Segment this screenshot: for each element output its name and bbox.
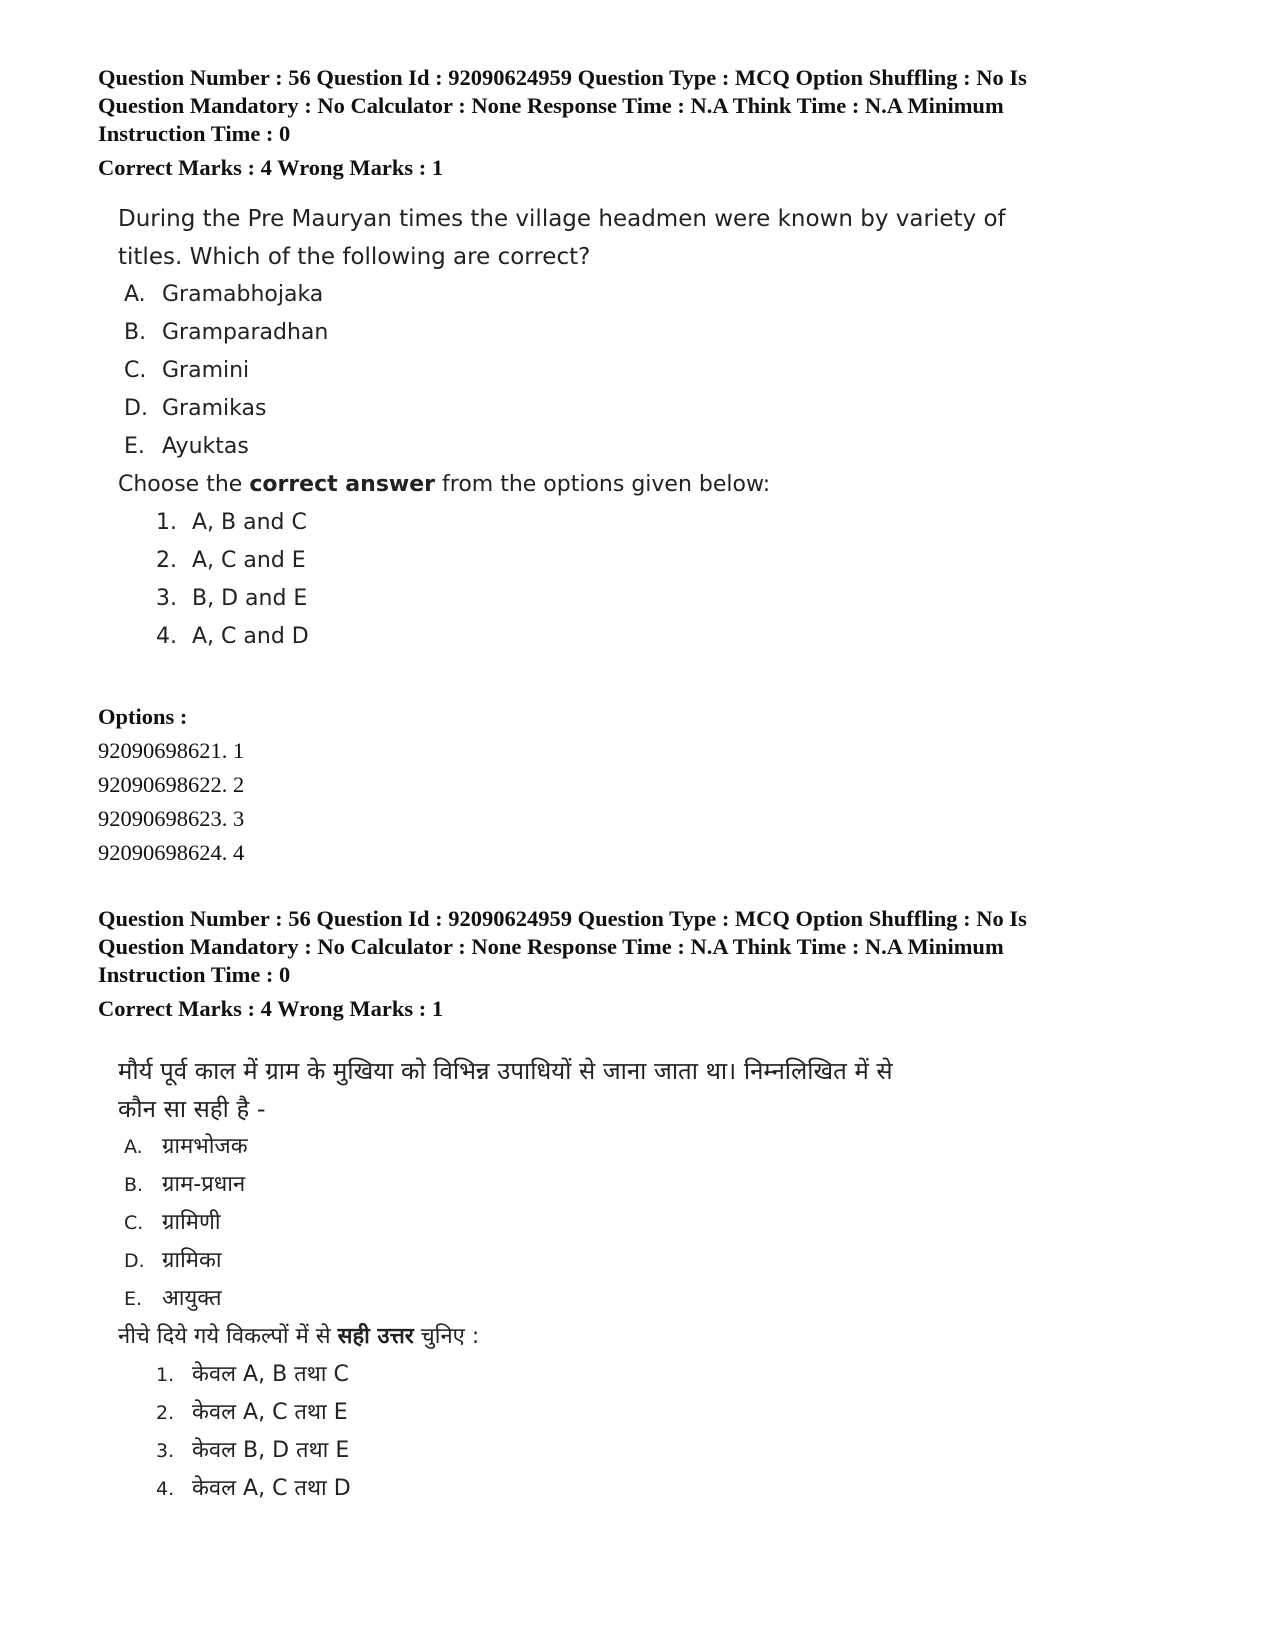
choose-bold: correct answer bbox=[249, 472, 436, 497]
q2-answer-4 bbox=[118, 1470, 893, 1508]
q1-statement-a bbox=[118, 276, 1006, 314]
statement-text: ग्रामिका bbox=[162, 1248, 222, 1273]
q2-marks: Correct Marks : 4 Wrong Marks : 1 bbox=[98, 996, 444, 1021]
choose-prefix: नीचे दिये गये विकल्पों में से bbox=[118, 1324, 338, 1349]
options-heading: Options : bbox=[98, 704, 188, 729]
q2-answer-2 bbox=[118, 1394, 893, 1432]
q1-meta-line1: Question Number : 56 Question Id : 92090624959 Question Type : MCQ Option Shuffling : No Is bbox=[98, 65, 1027, 90]
q1-answer-3 bbox=[118, 580, 1006, 618]
answer-text: केवल A, B तथा C bbox=[192, 1362, 349, 1387]
q2-statement-a bbox=[118, 1128, 893, 1166]
q2-stem-line1: मौर्य पूर्व काल में ग्राम के मुखिया को विभिन्न उपाधियों से जाना जाता था। निम्नलिखित में से bbox=[118, 1057, 893, 1085]
q1-stem-line1: During the Pre Mauryan times the village headmen were known by variety of bbox=[118, 206, 1006, 232]
answer-text: A, C and D bbox=[192, 624, 309, 649]
statement-text: Ayuktas bbox=[162, 434, 249, 459]
q2-stem-line2: कौन सा सही है - bbox=[118, 1095, 266, 1123]
q2-meta-line1: Question Number : 56 Question Id : 92090624959 Question Type : MCQ Option Shuffling : No Is bbox=[98, 906, 1027, 931]
q2-statement-e bbox=[118, 1280, 893, 1318]
answer-label: 2. bbox=[156, 548, 177, 573]
statement-label: A. bbox=[124, 1136, 143, 1158]
statement-text: Gramparadhan bbox=[162, 320, 329, 345]
choose-bold: सही उत्तर bbox=[337, 1324, 414, 1349]
q1-answer-2 bbox=[118, 542, 1006, 580]
option-item[interactable]: 92090698622. 2 bbox=[98, 772, 245, 797]
q1-statement-b bbox=[118, 314, 1006, 352]
q2-statement-c bbox=[118, 1204, 893, 1242]
statement-text: ग्राम-प्रधान bbox=[162, 1172, 246, 1197]
answer-text: केवल A, C तथा D bbox=[192, 1476, 351, 1501]
q2-header bbox=[98, 905, 1178, 1023]
option-item[interactable]: 92090698621. 1 bbox=[98, 738, 245, 763]
q1-meta-line3: Instruction Time : 0 bbox=[98, 121, 291, 146]
statement-text: ग्रामभोजक bbox=[162, 1134, 248, 1159]
q1-choose-instruction bbox=[118, 466, 1006, 504]
q1-meta-line2: Question Mandatory : No Calculator : None Response Time : N.A Think Time : N.A Minimum bbox=[98, 93, 1004, 118]
q1-marks: Correct Marks : 4 Wrong Marks : 1 bbox=[98, 155, 444, 180]
q1-options bbox=[98, 700, 244, 870]
choose-prefix: Choose the bbox=[118, 472, 250, 497]
statement-label: C. bbox=[124, 358, 147, 383]
statement-label: D. bbox=[124, 396, 148, 421]
answer-text: B, D and E bbox=[192, 586, 308, 611]
q2-answer-1 bbox=[118, 1356, 893, 1394]
answer-label: 3. bbox=[156, 1440, 175, 1462]
statement-label: B. bbox=[124, 1174, 144, 1196]
answer-label: 1. bbox=[156, 510, 177, 535]
q2-question-body bbox=[118, 1052, 893, 1508]
statement-label: A. bbox=[124, 282, 146, 307]
q1-header bbox=[98, 64, 1178, 182]
q2-statement-d bbox=[118, 1242, 893, 1280]
answer-label: 3. bbox=[156, 586, 177, 611]
answer-label: 4. bbox=[156, 624, 177, 649]
statement-label: D. bbox=[124, 1250, 145, 1272]
q1-statement-d bbox=[118, 390, 1006, 428]
statement-label: B. bbox=[124, 320, 147, 345]
q1-statement-e bbox=[118, 428, 1006, 466]
q2-choose-instruction bbox=[118, 1318, 893, 1356]
statement-label: E. bbox=[124, 1288, 143, 1310]
statement-text: आयुक्त bbox=[162, 1286, 222, 1311]
statement-text: Gramabhojaka bbox=[162, 282, 324, 307]
answer-label: 1. bbox=[156, 1364, 175, 1386]
option-item[interactable]: 92090698624. 4 bbox=[98, 840, 245, 865]
statement-text: Gramikas bbox=[162, 396, 267, 421]
answer-label: 2. bbox=[156, 1402, 175, 1424]
q2-meta-line3: Instruction Time : 0 bbox=[98, 962, 291, 987]
choose-suffix: चुनिए : bbox=[413, 1324, 480, 1349]
q2-statement-b bbox=[118, 1166, 893, 1204]
statement-label: C. bbox=[124, 1212, 144, 1234]
choose-suffix: from the options given below: bbox=[435, 472, 771, 497]
q1-answer-4 bbox=[118, 618, 1006, 656]
q1-question-body bbox=[118, 200, 1006, 656]
statement-text: Gramini bbox=[162, 358, 250, 383]
option-item[interactable]: 92090698623. 3 bbox=[98, 806, 245, 831]
q1-stem-line2: titles. Which of the following are correct? bbox=[118, 244, 591, 270]
answer-text: केवल A, C तथा E bbox=[192, 1400, 348, 1425]
q1-answer-1 bbox=[118, 504, 1006, 542]
q2-meta-line2: Question Mandatory : No Calculator : None Response Time : N.A Think Time : N.A Minimum bbox=[98, 934, 1004, 959]
answer-text: A, B and C bbox=[192, 510, 307, 535]
answer-label: 4. bbox=[156, 1478, 175, 1500]
statement-text: ग्रामिणी bbox=[162, 1210, 221, 1235]
statement-label: E. bbox=[124, 434, 145, 459]
answer-text: A, C and E bbox=[192, 548, 306, 573]
q2-answer-3 bbox=[118, 1432, 893, 1470]
q1-statement-c bbox=[118, 352, 1006, 390]
answer-text: केवल B, D तथा E bbox=[192, 1438, 350, 1463]
